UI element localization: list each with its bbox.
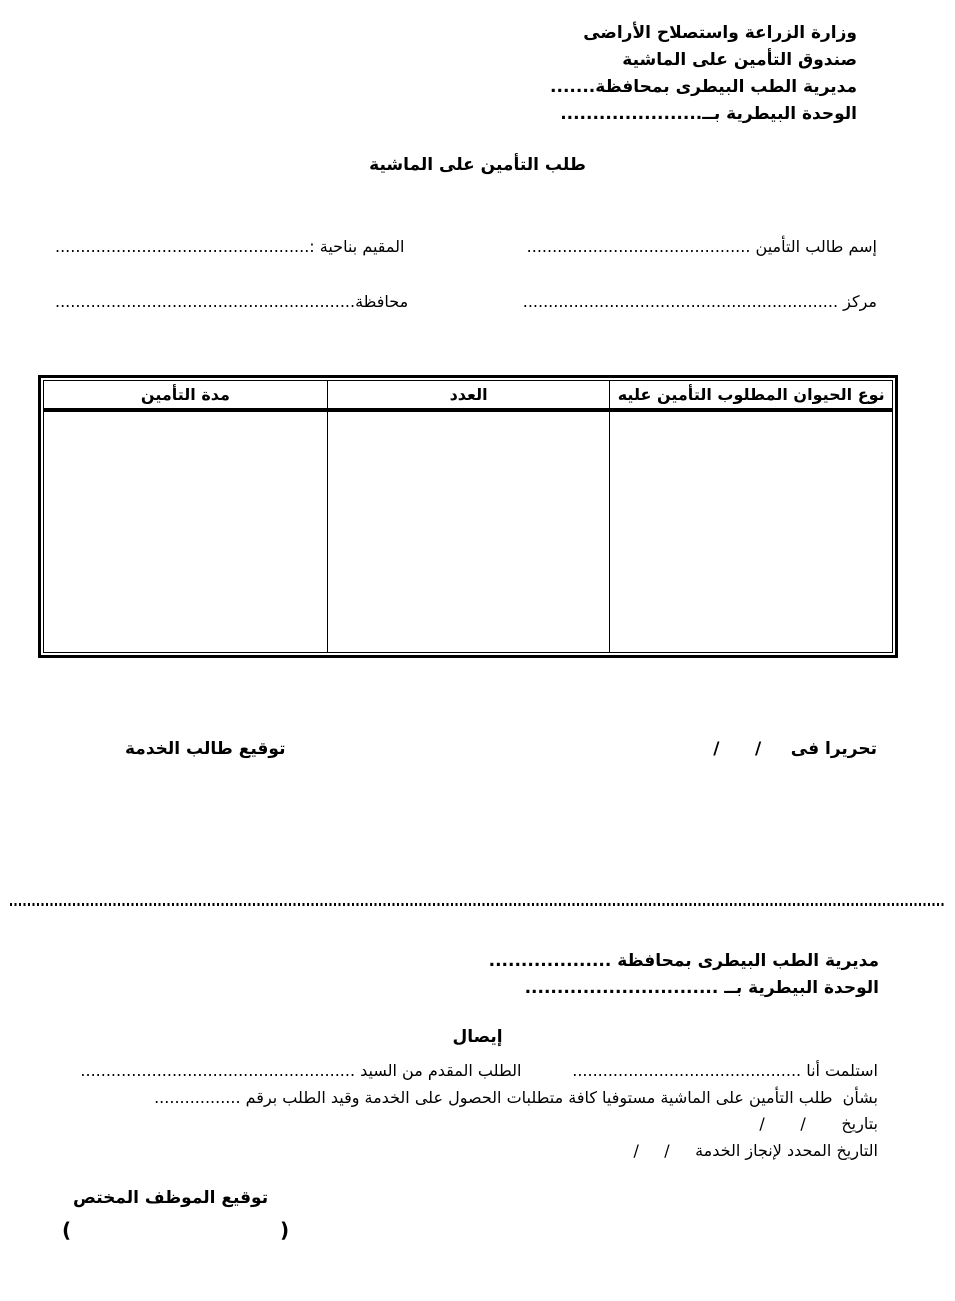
- center-field[interactable]: مركز ..............................................................: [522, 292, 877, 311]
- receipt-dept-header: [489, 948, 879, 1001]
- cell-count[interactable]: [327, 412, 610, 652]
- insurance-table-inner: [43, 380, 893, 653]
- receipt-received-by-field[interactable]: استلمت أنا ............................................. الطلب المقدم من السيد ......................................................: [80, 1061, 878, 1080]
- insurance-table: [38, 375, 898, 658]
- signature-parentheses[interactable]: ( ): [62, 1218, 290, 1242]
- header-line-directorate: مديرية الطب البيطرى بمحافظة.......: [550, 77, 857, 97]
- completion-date-field[interactable]: التاريخ المحدد لإنجاز الخدمة / /: [633, 1140, 878, 1160]
- written-date-field[interactable]: تحريرا فى / /: [713, 739, 877, 759]
- receipt-dept-line-vet-unit: الوحدة البيطرية بــ ..............................: [524, 977, 879, 998]
- residence-field[interactable]: المقيم بناحية :..................................................: [55, 237, 405, 256]
- receipt-date-field[interactable]: بتاريخ / /: [759, 1114, 878, 1133]
- col-duration-header: مدة التأمين: [140, 385, 230, 404]
- governorate-field[interactable]: محافظة...........................................................: [55, 292, 409, 311]
- insurance-table-body-row: [44, 412, 892, 652]
- col-count-header: العدد: [327, 381, 610, 408]
- col-animal-type-header: نوع الحيوان المطلوب التأمين عليه: [609, 381, 892, 408]
- applicant-row: [55, 237, 877, 256]
- dotted-tear-off-divider: [10, 903, 945, 906]
- ministry-header: [550, 20, 857, 128]
- header-line-ministry: وزارة الزراعة واستصلاح الأراضى: [583, 23, 857, 43]
- insurance-table-header-row: [44, 381, 892, 412]
- receipt-dept-line-directorate: مديرية الطب البيطرى بمحافظة ...................: [488, 951, 879, 971]
- header-line-fund: صندوق التأمين على الماشية: [622, 50, 857, 70]
- location-row: [55, 292, 877, 311]
- applicant-name-field[interactable]: إسم طالب التأمين ............................................: [526, 237, 877, 256]
- applicant-signature-label: توقيع طالب الخدمة: [125, 739, 286, 759]
- form-title: طلب التأمين على الماشية: [369, 155, 586, 175]
- receipt-body: [60, 1058, 878, 1164]
- cell-duration[interactable]: [44, 412, 327, 652]
- written-on-row: [125, 739, 877, 759]
- header-line-vet-unit: الوحدة البيطرية بــ......................: [560, 104, 857, 124]
- receipt-title: إيصال: [452, 1027, 503, 1047]
- receipt-subject-line[interactable]: بشأن طلب التأمين على الماشية مستوفيا كافة متطلبات الحصول على الخدمة وقيد الطلب برقم .................: [154, 1087, 878, 1107]
- employee-signature-label: توقيع الموظف المختص: [73, 1188, 269, 1208]
- cell-animal-type[interactable]: [609, 412, 892, 652]
